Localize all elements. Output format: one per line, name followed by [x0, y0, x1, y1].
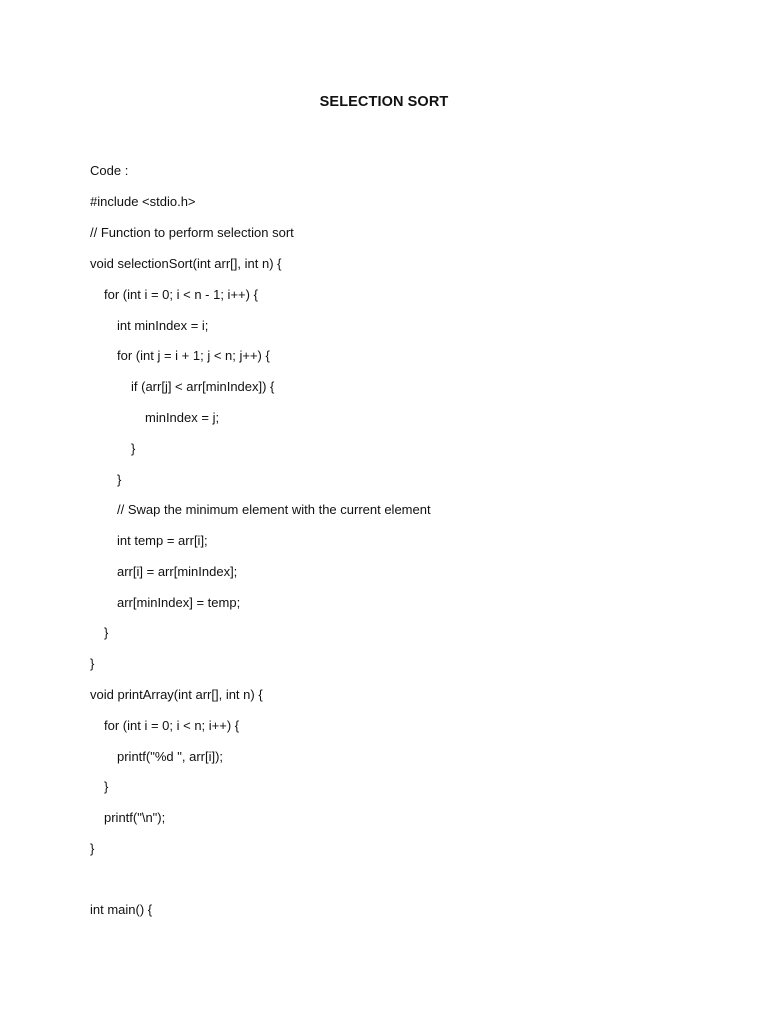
code-line: minIndex = j;	[145, 410, 220, 425]
code-line: printf("\n");	[104, 810, 166, 825]
code-line: arr[i] = arr[minIndex];	[117, 564, 238, 579]
code-line: }	[104, 625, 109, 640]
code-line: }	[117, 472, 122, 487]
code-line: #include <stdio.h>	[90, 194, 196, 209]
document-title: SELECTION SORT	[319, 94, 449, 110]
code-label: Code :	[90, 163, 129, 178]
code-line: if (arr[j] < arr[minIndex]) {	[131, 379, 275, 394]
code-line: }	[131, 441, 136, 456]
code-line: void selectionSort(int arr[], int n) {	[90, 256, 282, 271]
code-line: for (int i = 0; i < n - 1; i++) {	[104, 287, 258, 302]
code-line: int minIndex = i;	[117, 318, 209, 333]
code-line: for (int i = 0; i < n; i++) {	[104, 718, 240, 733]
code-line: int temp = arr[i];	[117, 533, 208, 548]
code-line: for (int j = i + 1; j < n; j++) {	[117, 348, 270, 363]
code-line: }	[104, 779, 109, 794]
code-line: // Function to perform selection sort	[90, 225, 294, 240]
code-line: printf("%d ", arr[i]);	[117, 749, 224, 764]
code-line: }	[90, 841, 95, 856]
code-line: arr[minIndex] = temp;	[117, 595, 241, 610]
code-line: // Swap the minimum element with the current element	[117, 502, 431, 517]
code-line: }	[90, 656, 95, 671]
code-line: void printArray(int arr[], int n) {	[90, 687, 263, 702]
code-line: int main() {	[90, 902, 153, 917]
